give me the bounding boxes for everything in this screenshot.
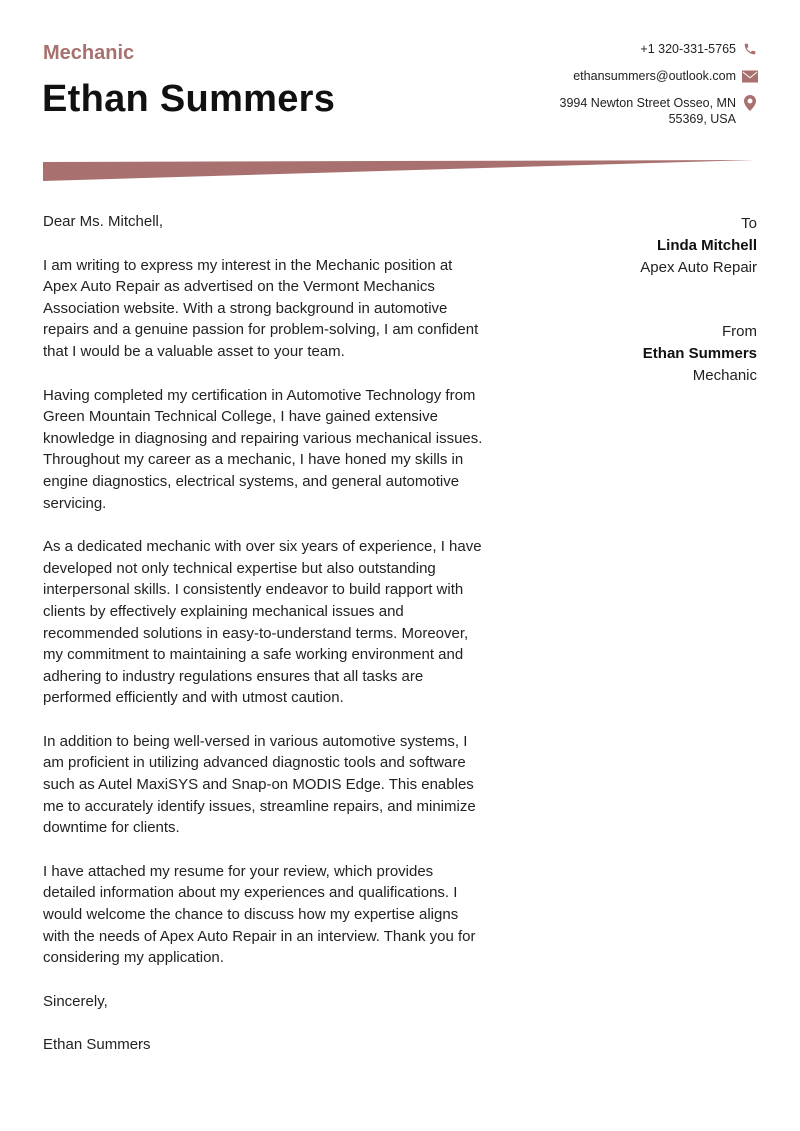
contact-address-row <box>458 95 758 127</box>
letter-paragraph-4: In addition to being well-versed in various automotive systems, I am proficient in utilizing advanced diagnostic tools and software such as Autel MaxiSYS and Snap-on MODIS Edge. This enables me to accurately identify issues, streamline repairs, and minimize downtime for clients. <box>43 732 476 837</box>
from-title: Mechanic <box>692 367 757 384</box>
location-icon <box>742 95 758 111</box>
address-text: 3994 Newton Street Osseo, MN 55369, USA <box>559 96 736 126</box>
closing: Sincerely, <box>43 992 108 1010</box>
to-name: Linda Mitchell <box>656 237 757 254</box>
phone-text: +1 320-331-5765 <box>640 42 736 56</box>
job-title: Mechanic <box>43 42 135 64</box>
recipient-block <box>497 213 757 387</box>
header-divider <box>43 160 758 182</box>
letter-paragraph-3: As a dedicated mechanic with over six years of experience, I have developed not only technical expertise but also outstanding interpersonal skills. I consistently endeavor to build rapport with clients by effectively explaining mechanical issues and recommended solutions in easy-to-understand terms. Moreover, my commitment to maintaining a safe working environment and adhering to industry regulations ensures that all tasks are performed efficiently and with utmost caution. <box>43 538 482 707</box>
contact-phone-row <box>458 41 758 57</box>
letter-body <box>43 211 488 1078</box>
phone-icon <box>742 41 758 57</box>
to-label: To <box>741 215 757 232</box>
letter-paragraph-1: I am writing to express my interest in the Mechanic position at Apex Auto Repair as advertised on the Vermont Mechanics Association website. With a strong background in automotive repairs and a genuine passion for problem-solving, I am confident that I would be a valuable asset to your team. <box>43 256 479 360</box>
letter-paragraph-2: Having completed my certification in Automotive Technology from Green Mountain Technical College, I have gained extensive knowledge in diagnosing and repairing various mechanical issues. Throughout my career as a mechanic, I have honed my skills in engine diagnostics, electrical systems, and general automotive servicing. <box>43 386 483 512</box>
to-company: Apex Auto Repair <box>640 259 757 276</box>
letter-paragraph-5: I have attached my resume for your review, which provides detailed information about my experiences and qualifications. I would welcome the chance to discuss how my expertise aligns with the needs of Apex Auto Repair in an interview. Thank you for considering my application. <box>43 862 476 967</box>
contact-email-row <box>458 68 758 84</box>
contact-block <box>458 41 758 138</box>
email-text: ethansummers@outlook.com <box>573 69 736 83</box>
signature: Ethan Summers <box>43 1036 151 1054</box>
applicant-name: Ethan Summers <box>42 78 336 120</box>
from-label: From <box>722 323 757 340</box>
salutation: Dear Ms. Mitchell, <box>43 213 164 230</box>
from-name: Ethan Summers <box>642 345 757 362</box>
email-icon <box>742 68 758 84</box>
